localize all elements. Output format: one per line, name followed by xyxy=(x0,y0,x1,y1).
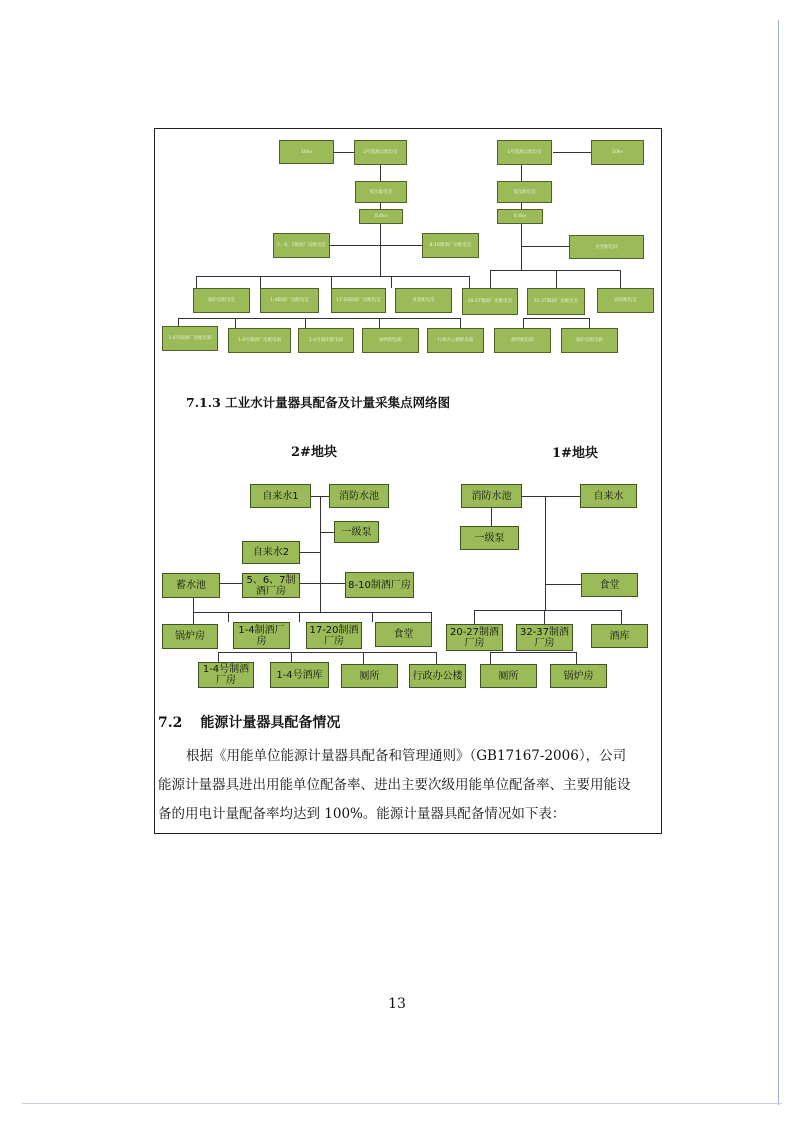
node-plant-810-water: 8-10制酒厂房 xyxy=(345,572,414,598)
node-canteen-right: 食堂配电间 xyxy=(569,235,644,259)
node-toilet-right: 厕所配电箱 xyxy=(494,328,551,353)
section-heading xyxy=(158,712,358,732)
node-10kv-left: 10kv xyxy=(279,140,334,164)
node-plant-room-1-4: 1-4号制酒厂房配电间 xyxy=(228,328,291,353)
node-fire-pool-right: 消防水池 xyxy=(461,484,522,508)
node-toilet-water-right: 厕所 xyxy=(480,664,537,688)
node-04kv-left: 0.4kv xyxy=(359,209,403,224)
page-number: 13 xyxy=(388,996,406,1012)
node-plant-567: 5、6、7制酒厂房配电室 xyxy=(273,233,330,258)
node-canteen: 食堂配电室 xyxy=(395,288,452,313)
node-plant-17-20-water: 17-20制酒厂房 xyxy=(306,622,362,649)
node-lv-room-right: 低压配电室 xyxy=(497,181,552,203)
node-main-substation-2: 2号能源总配电室 xyxy=(354,140,407,165)
node-boiler-water: 锅炉房 xyxy=(162,624,218,649)
node-pump-right: 一级泵 xyxy=(460,526,519,550)
section-number: 7.2 xyxy=(158,715,183,731)
right-margin-line xyxy=(778,20,779,1105)
bottom-margin-line xyxy=(22,1103,782,1104)
node-wine-store-water: 酒库 xyxy=(591,624,648,648)
paragraph-line-2: 能源计量器具进出用能单位配备率、进出主要次级用能单位配备率、主要用能设 xyxy=(158,777,631,793)
block-1-label: 1#地块 xyxy=(552,446,598,461)
node-boiler-right: 锅炉房配电箱 xyxy=(561,328,618,353)
block-2-label: 2#地块 xyxy=(291,445,337,460)
node-lv-room-left: 低压配电室 xyxy=(355,181,407,203)
node-toilet-left: 厕所配电箱 xyxy=(362,328,419,353)
node-pump-left: 一级泵 xyxy=(334,521,379,543)
paragraph-line-1: 根据《用能单位能源计量器具配备和管理通则》（GB17167-2006），公司 xyxy=(186,748,627,764)
node-plant-567-water: 5、6、7制酒厂房 xyxy=(242,573,300,598)
node-canteen-water-left: 食堂 xyxy=(375,622,432,647)
node-plant-32-37: 32-37制酒厂房配电室 xyxy=(527,288,585,315)
node-plant-1-4-no: 1-4号制酒厂房 xyxy=(198,662,254,688)
node-boiler-water-right: 锅炉房 xyxy=(550,664,607,688)
node-plant-810: 8-10制酒厂房配电室 xyxy=(422,233,479,258)
node-main-substation-1: 1号能源总配电室 xyxy=(497,140,552,165)
node-wine-store-1-4-water: 1-4号酒库 xyxy=(270,662,329,688)
subsection-title: 7.1.3 工业水计量器具配备及计量采集点网络图 xyxy=(186,395,451,410)
node-fire-pool-left: 消防水池 xyxy=(329,484,389,508)
section-title: 能源计量器具配备情况 xyxy=(200,715,341,731)
node-plant-1-4-water: 1-4制酒厂房 xyxy=(233,622,290,649)
node-plant-box-1-4: 1-4号制酒厂房配电箱 xyxy=(162,326,218,351)
node-plant-1-4: 1-4制酒厂房配电室 xyxy=(260,288,319,313)
node-toilet-water-left: 厕所 xyxy=(341,664,398,688)
node-tapwater-right: 自来水 xyxy=(580,484,637,508)
node-wine-store-right: 酒库配电室 xyxy=(597,288,654,313)
node-tapwater-2: 自来水2 xyxy=(242,541,300,564)
node-reservoir: 蓄水池 xyxy=(162,573,220,598)
paragraph-line-3: 备的用电计量配备率均达到 100%。能源计量器具配备情况如下表： xyxy=(158,806,566,822)
node-office-water: 行政办公楼 xyxy=(409,664,466,688)
node-office: 行政办公楼配电箱 xyxy=(427,328,484,353)
node-plant-17-20: 17-20制酒厂房配电室 xyxy=(331,288,386,313)
node-plant-20-27-water: 20-27制酒厂房 xyxy=(446,624,503,651)
node-plant-20-27: 20-27制酒厂房配电室 xyxy=(462,288,518,315)
node-10kv-right: 10kv xyxy=(591,140,644,165)
node-plant-32-37-water: 32-37制酒厂房 xyxy=(516,624,573,651)
node-wine-store-1-4: 1-4号酒库配电箱 xyxy=(298,328,354,353)
node-canteen-water-right: 食堂 xyxy=(581,573,638,597)
node-tapwater-1: 自来水1 xyxy=(250,484,311,508)
node-boiler-room: 锅炉房配电室 xyxy=(193,288,250,313)
node-04kv-right: 0.4kv xyxy=(497,209,543,224)
